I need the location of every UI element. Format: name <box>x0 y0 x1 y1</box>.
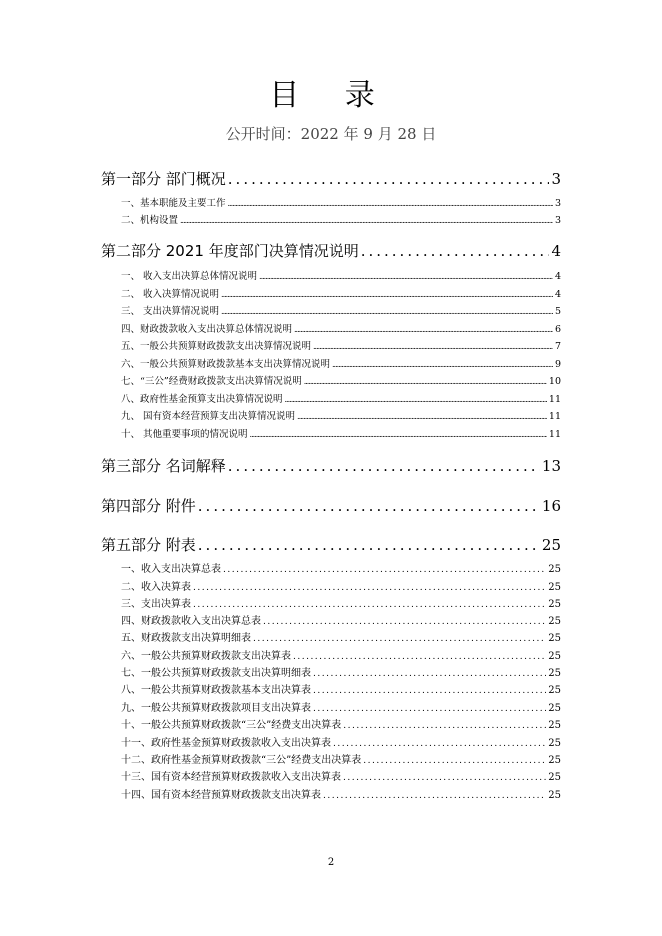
toc-item-label: 十、 其他重要事项的情况说明 <box>121 429 248 440</box>
toc-item-label: 四、财政拨款收入支出决算总体情况说明 <box>121 324 293 335</box>
toc-page-number: 25 <box>548 616 561 627</box>
toc-section-4[interactable] <box>101 496 561 516</box>
toc-item-label: 十、一般公共预算财政拨款“三公”经费支出决算表 <box>121 720 342 731</box>
leader-dots <box>223 563 546 577</box>
publish-date: 公开时间：2022 年 9 月 28 日 <box>225 125 437 143</box>
leader-dots <box>333 737 546 751</box>
leader-dots <box>297 410 547 423</box>
toc-item-label: 三、支出决算表 <box>121 599 191 610</box>
toc-page-number: 4 <box>551 242 561 260</box>
toc-item-label: 十三、国有资本经营预算财政拨款收入支出决算表 <box>121 772 341 783</box>
toc-page-number: 6 <box>554 324 561 335</box>
toc-item[interactable] <box>121 702 561 716</box>
toc-section-label: 第一部分 部门概况 <box>101 170 226 188</box>
leader-dots <box>304 375 547 388</box>
toc-item[interactable] <box>121 684 561 698</box>
leader-dots <box>198 496 540 516</box>
leader-dots <box>228 197 553 210</box>
toc-item-label: 八、政府性基金预算支出决算情况说明 <box>121 394 283 405</box>
toc-page-number: 11 <box>548 411 561 422</box>
toc-item-label: 九、一般公共预算财政拨款项目支出决算表 <box>121 703 311 714</box>
leader-dots <box>363 754 546 768</box>
toc-page-number: 25 <box>548 633 561 644</box>
toc-item-label: 六、一般公共预算财政拨款支出决算表 <box>121 651 291 662</box>
toc-page-number: 10 <box>548 376 561 387</box>
toc-section-label: 第四部分 附件 <box>101 497 196 515</box>
leader-dots <box>259 270 553 283</box>
toc-page-number: 25 <box>548 651 561 662</box>
toc-item[interactable] <box>121 375 561 388</box>
toc-item-label: 二、 收入决算情况说明 <box>121 289 220 300</box>
toc-page-number: 25 <box>548 668 561 679</box>
leader-dots <box>285 393 547 406</box>
toc-page-number: 25 <box>548 703 561 714</box>
toc-page-number: 25 <box>541 536 561 554</box>
leader-dots <box>293 650 546 664</box>
toc-item[interactable] <box>121 632 561 646</box>
toc-item-label: 一、收入支出决算总表 <box>121 564 221 575</box>
leader-dots <box>343 771 546 785</box>
leader-dots <box>323 789 546 803</box>
toc-page-number: 13 <box>541 457 561 475</box>
toc-page-number: 25 <box>548 685 561 696</box>
toc-item[interactable] <box>121 214 561 227</box>
toc-section-1[interactable] <box>101 169 561 189</box>
toc-item[interactable] <box>121 667 561 681</box>
toc-item[interactable] <box>121 428 561 441</box>
toc-item-label: 六、一般公共预算财政拨款基本支出决算情况说明 <box>121 359 331 370</box>
toc-section-5[interactable] <box>101 535 561 555</box>
toc-item-label: 五、财政拨款支出决算明细表 <box>121 633 251 644</box>
toc-page-number: 4 <box>554 289 561 300</box>
toc-page-number: 25 <box>548 755 561 766</box>
leader-dots <box>180 214 553 227</box>
toc-item[interactable] <box>121 393 561 406</box>
leader-dots <box>263 615 546 629</box>
toc-page-number: 3 <box>554 198 561 209</box>
leader-dots <box>221 288 553 301</box>
toc-item-label: 十四、国有资本经营预算财政拨款支出决算表 <box>121 790 321 801</box>
toc-page-number: 25 <box>548 599 561 610</box>
toc-item-label: 四、财政拨款收入支出决算总表 <box>121 616 261 627</box>
toc-item-label: 二、机构设置 <box>121 215 179 226</box>
toc-item[interactable] <box>121 563 561 577</box>
leader-dots <box>313 684 546 698</box>
toc-item-label: 一、 收入支出决算总体情况说明 <box>121 271 258 282</box>
toc-page-number: 3 <box>551 170 561 188</box>
toc-item[interactable] <box>121 789 561 803</box>
toc-item-label: 八、一般公共预算财政拨款基本支出决算表 <box>121 685 311 696</box>
toc-item-label: 七、“三公”经费财政拨款支出决算情况说明 <box>121 376 302 387</box>
toc-item[interactable] <box>121 288 561 301</box>
toc-item-label: 二、收入决算表 <box>121 582 191 593</box>
toc-item-label: 九、 国有资本经营预算支出决算情况说明 <box>121 411 296 422</box>
toc-item[interactable] <box>121 340 561 353</box>
toc-item[interactable] <box>121 581 561 595</box>
leader-dots <box>313 667 546 681</box>
toc-title: 目 录 <box>269 78 393 113</box>
leader-dots <box>332 358 553 371</box>
toc-section-2[interactable] <box>101 241 561 261</box>
toc-item[interactable] <box>121 410 561 423</box>
leader-dots <box>193 581 546 595</box>
toc-page-number: 4 <box>554 271 561 282</box>
toc-page-number: 9 <box>554 359 561 370</box>
toc-item[interactable] <box>121 305 561 318</box>
toc-page-number: 25 <box>548 720 561 731</box>
toc-page-number: 25 <box>548 564 561 575</box>
toc-item[interactable] <box>121 598 561 612</box>
toc-item[interactable] <box>121 737 561 751</box>
toc-item[interactable] <box>121 650 561 664</box>
leader-dots <box>198 535 540 555</box>
leader-dots <box>294 323 553 336</box>
toc-page-number: 5 <box>554 306 561 317</box>
leader-dots <box>228 169 550 189</box>
toc-section-label: 第二部分 2021 年度部门决算情况说明 <box>101 242 359 260</box>
toc-item[interactable] <box>121 754 561 768</box>
toc-page-number: 7 <box>554 341 561 352</box>
toc-item[interactable] <box>121 197 561 210</box>
toc-page-number: 16 <box>541 497 561 515</box>
page-number: 2 <box>327 857 335 868</box>
toc-item-label: 十二、政府性基金预算财政拨款“三公”经费支出决算表 <box>121 755 362 766</box>
toc-item-label: 三、 支出决算情况说明 <box>121 306 220 317</box>
toc-section-label: 第五部分 附表 <box>101 536 196 554</box>
toc-item-label: 十一、政府性基金预算财政拨款收入支出决算表 <box>121 738 331 749</box>
toc-page-number: 25 <box>548 772 561 783</box>
leader-dots <box>253 632 546 646</box>
leader-dots <box>193 598 546 612</box>
leader-dots <box>250 428 547 441</box>
toc-item-label: 五、一般公共预算财政拨款支出决算情况说明 <box>121 341 312 352</box>
leader-dots <box>313 340 553 353</box>
toc-section-label: 第三部分 名词解释 <box>101 457 226 475</box>
toc-item[interactable] <box>121 323 561 336</box>
toc-item-label: 七、一般公共预算财政拨款支出决算明细表 <box>121 668 311 679</box>
toc-section-3[interactable] <box>101 456 561 476</box>
toc-item-label: 一、基本职能及主要工作 <box>121 198 226 209</box>
toc-item[interactable] <box>121 771 561 785</box>
leader-dots <box>228 456 540 476</box>
toc-page-number: 25 <box>548 790 561 801</box>
toc-page-number: 11 <box>548 394 561 405</box>
toc-page-number: 3 <box>554 215 561 226</box>
toc-page-number: 11 <box>548 429 561 440</box>
toc-item[interactable] <box>121 719 561 733</box>
toc-item[interactable] <box>121 615 561 629</box>
toc-item[interactable] <box>121 358 561 371</box>
leader-dots <box>313 702 546 716</box>
toc-item[interactable] <box>121 270 561 283</box>
leader-dots <box>343 719 546 733</box>
leader-dots <box>221 305 553 318</box>
toc-page-number: 25 <box>548 582 561 593</box>
toc-page-number: 25 <box>548 738 561 749</box>
leader-dots <box>361 241 550 261</box>
